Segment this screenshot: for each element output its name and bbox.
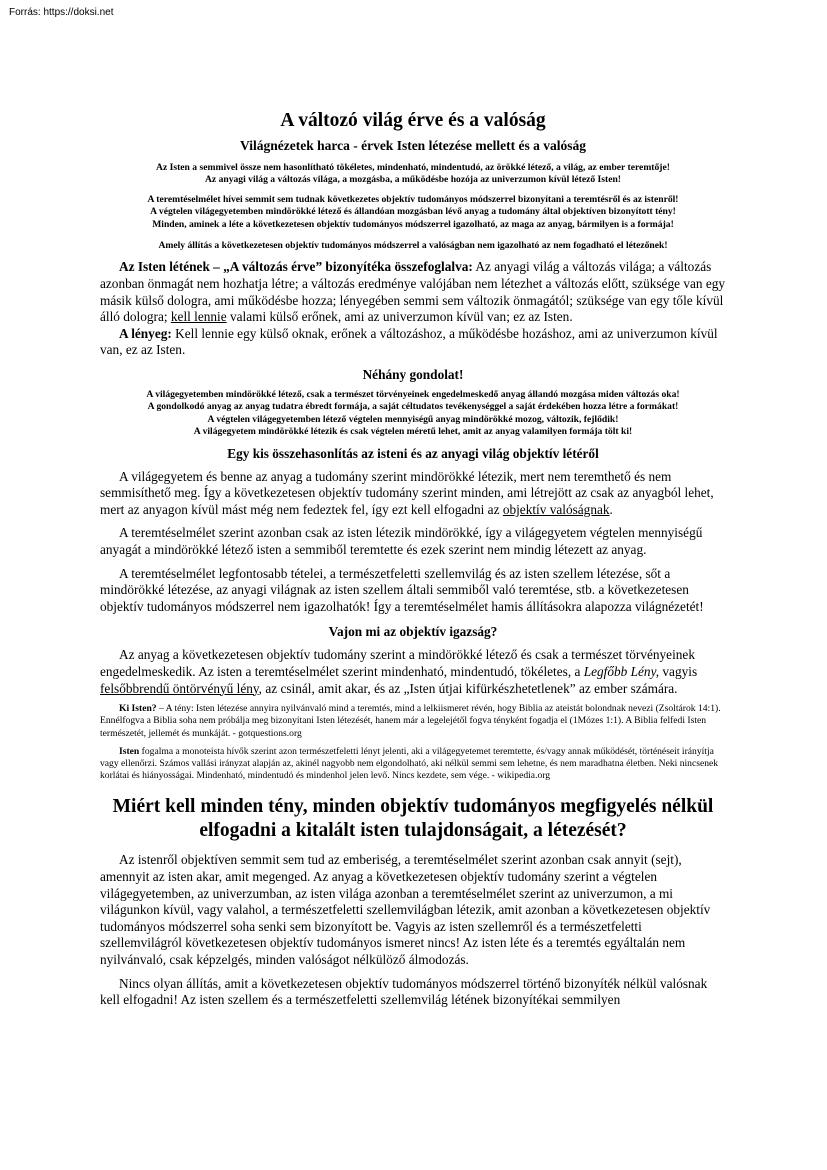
why-paragraph-1: Az istenről objektíven semmit sem tud az emberiség, a teremtéselmélet szerint azonban csak annyit (sejt), amennyit az isten akar, amit megenged. Az anyag a következetesen objektív tudomány szerint a végtelen világegyetemben, az univerzumban, az isten világa azonban a teremtéselmélet szerint az univerzumon, a mi világunkon kívül, vagy valahol, a természetfeletti szellemvilágban létezik, amit azonban a következetesen objektív tudományos módszerrel soha senki sem bizonyított be. Vagyis az isten szellemről és a természetfeletti szellemvilágról következetesen objektív tudományos ismeret nincs! Az isten léte és a teremtés egyáltalán nem nyilvánvaló, csak képzelgés, minden valóságot nélkülöző álmodozás. [100,852,711,967]
source-label: Forrás: https://doksi.net [9,7,114,18]
compare-paragraph-1 [100,469,726,519]
essence-paragraph [100,326,726,359]
compare-paragraph-3: A teremtéselmélet legfontosabb tételei, a természetfeletti szellemvilág és az isten szellem létezése, sőt a mindörökké létezése, az anyagi világnak az isten szellem általi semmiből való teremtése, stb. a következetesen objektív tudományos módszerrel nem igazolhatók! Így a teremtéselmélet hamis állításokra alapozza világnézetét! [100,565,704,614]
intro-line: Az anyagi világ a változás világa, a mozgásba, a működésbe hozója az univerzumon kívül létező Isten! [205,174,621,186]
thought-line: A végtelen világegyetemben létező végtelen mennyiségű anyag mindörökké mozog, változik, fejlődik! [207,413,619,425]
why-heading: Miért kell minden tény, minden objektív tudományos megfigyelés nélkül elfogadni a kitalált isten tulajdonságait, a létezését? [112,796,714,842]
summary-text-2: valami külső erőnek, ami az univerzumon kívül van; ez az Isten. [226,309,573,325]
intro-line: Az Isten a semmivel össze nem hasonlítható tökéletes, mindenható, mindentudó, az örökké létező, a világ, az ember teremtője! [156,162,670,173]
truth-underlined-link[interactable]: felsőbbrendű öntörvényű lény [100,680,259,696]
compare-heading: Egy kis összehasonlítás az isteni és az anyagi világ objektív létéről [227,445,599,461]
note-god-concept [100,746,726,783]
thought-line: A gondolkodó anyag az anyag tudatra ébredt formája, a saját céltudatos tevékenységgel a saját érdekében hozza létre a formákat! [147,401,679,413]
truth-paragraph [100,647,726,697]
truth-italic: Legfőbb Lény, [583,663,660,679]
note1-text: – A tény: Isten létezése annyira nyilvánvaló mind a teremtés, mind a lelkiismeret révén, hogy Biblia az ateistát bolondnak nevezi (Zsoltárok 14:1). Ennélfogva a Biblia soha nem próbálja meg bizonyítani Isten létezését, hanem már a legelejétől fogva tényként fogadja el (1Mózes 1:1). A Biblia felfedi Isten természetét, jellemét és munkáját. - gotquestions.org [100,703,721,739]
summary-underlined-link[interactable]: kell lennie [170,309,227,325]
claim-line: Minden, aminek a léte a következetesen objektív tudományos módszerrel igazolható, az maga az anyag, bármilyen is a formája! [152,218,674,230]
note2-lead: Isten [119,745,140,757]
intro-bold-block [100,162,726,187]
document-page [100,100,726,1009]
truth-p1-b: vagyis [659,663,698,679]
truth-p1-c: , az csinál, amit akar, és az „Isten útjai kifürkészhetetlenek” az ember számára. [258,680,678,696]
claim-line: A végtelen világegyetemben mindörökké létező és állandóan mozgásban lévő anyag a tudomány által objektíven bizonyított tény! [150,206,676,218]
assertion-bold-block [100,240,726,252]
assertion-line: Amely állítás a következetesen objektív tudományos módszerrel a valóságban nem igazolható az nem fogadható el létezőnek! [158,240,668,252]
claim-line: A teremtéselmélet hívei semmit sem tudnak következetes objektív tudományos módszerrel bizonyítani a teremtésről és az istenről! [147,193,679,205]
thoughts-block [100,389,726,439]
claims-bold-block [100,194,726,231]
note1-lead: Ki Isten? [119,703,157,715]
page-title: A változó világ érve és a valóság [280,110,546,131]
summary-lead: Az Isten létének – „A változás érve” bizonyítéka összefoglalva: [119,259,473,275]
objective-reality-link[interactable]: objektív valóságnak [502,501,610,517]
thoughts-heading: Néhány gondolat! [362,367,464,382]
why-paragraph-2: Nincs olyan állítás, amit a következetesen objektív tudományos módszerrel történő bizonyíték nélkül valósnak kell elfogadni! Az isten szellem és a természetfeletti szellemvilág létének bizonyítékai semmilyen [100,975,708,1008]
thought-line: A világegyetemben mindörökké létező, csak a természet törvényeinek engedelmeskedő anyag állandó mozgása miden változás oka! [146,389,680,400]
truth-heading: Vajon mi az objektív igazság? [328,624,498,640]
thought-line: A világegyetem mindörökké létezik és csak végtelen méretű lehet, amit az anyag valamilyen formája tölt ki! [193,426,633,438]
note-who-is-god [100,703,726,740]
summary-text-1: Az anyagi világ a változás világa; a változás azonban önmagát nem hozhatja létre; a változás eredménye valójában nem létezhet a változás előtt, szüksége van egy másik külső dologra, ami működésbe hozza; lényegében semmi sem változik önmagától; szüksége van egy tőle kívül álló dologra; [100,259,726,325]
note2-text: fogalma a monoteista hívők szerint azon természetfeletti lényt jelenti, aki a világegyetemet teremtette, és/vagy annak működését, történéseit irányítja vagy ellenőrzi. Számos vallási irányzat alapján az, akinél nagyobb nem elgondolható, aki nélkül semmi sem lehetne, és nem maradhatna életben. Neki nincsenek korlátai és hiányosságai. Mindenható, mindentudó és mindenhol jelen levő. Nincs kezdete, sem vége. - wikipedia.org [100,745,719,782]
compare-paragraph-2: A teremtéselmélet szerint azonban csak az isten létezik mindörökké, így a világegyetem végtelen mennyiségű anyagát a mindörökké létező isten a semmiből teremtette és ezek szerint nem mindig létezett az anyag. [100,525,703,557]
summary-paragraph [100,259,726,325]
page-subtitle: Világnézetek harca - érvek Isten létezése mellett és a valóság [239,138,587,153]
truth-p1-a: Az anyag a következetesen objektív tudomány szerint a mindörökké létező és csak a természet törvényeinek engedelmeskedik. Az isten a teremtéselmélet szerint mindenható, mindentudó, tökéletes, a [100,647,695,679]
compare-p1-end: . [609,501,613,517]
essence-lead: A lényeg: [119,325,172,341]
compare-p1-text: A világegyetem és benne az anyag a tudomány szerint mindörökké létezik, mert nem teremthető és nem semmisíthető meg. Így a következetesen objektív tudomány szerint minden, ami létrejött az csak az anyagból lehet, mert az anyagon kívül mást még nem fedeztek fel, így ezt kell elfogadni az [100,468,714,517]
essence-text: Kell lennie egy külső oknak, erőnek a változáshoz, a működésbe hozáshoz, ami az univerzumon kívül van, ez az Isten. [100,325,718,358]
